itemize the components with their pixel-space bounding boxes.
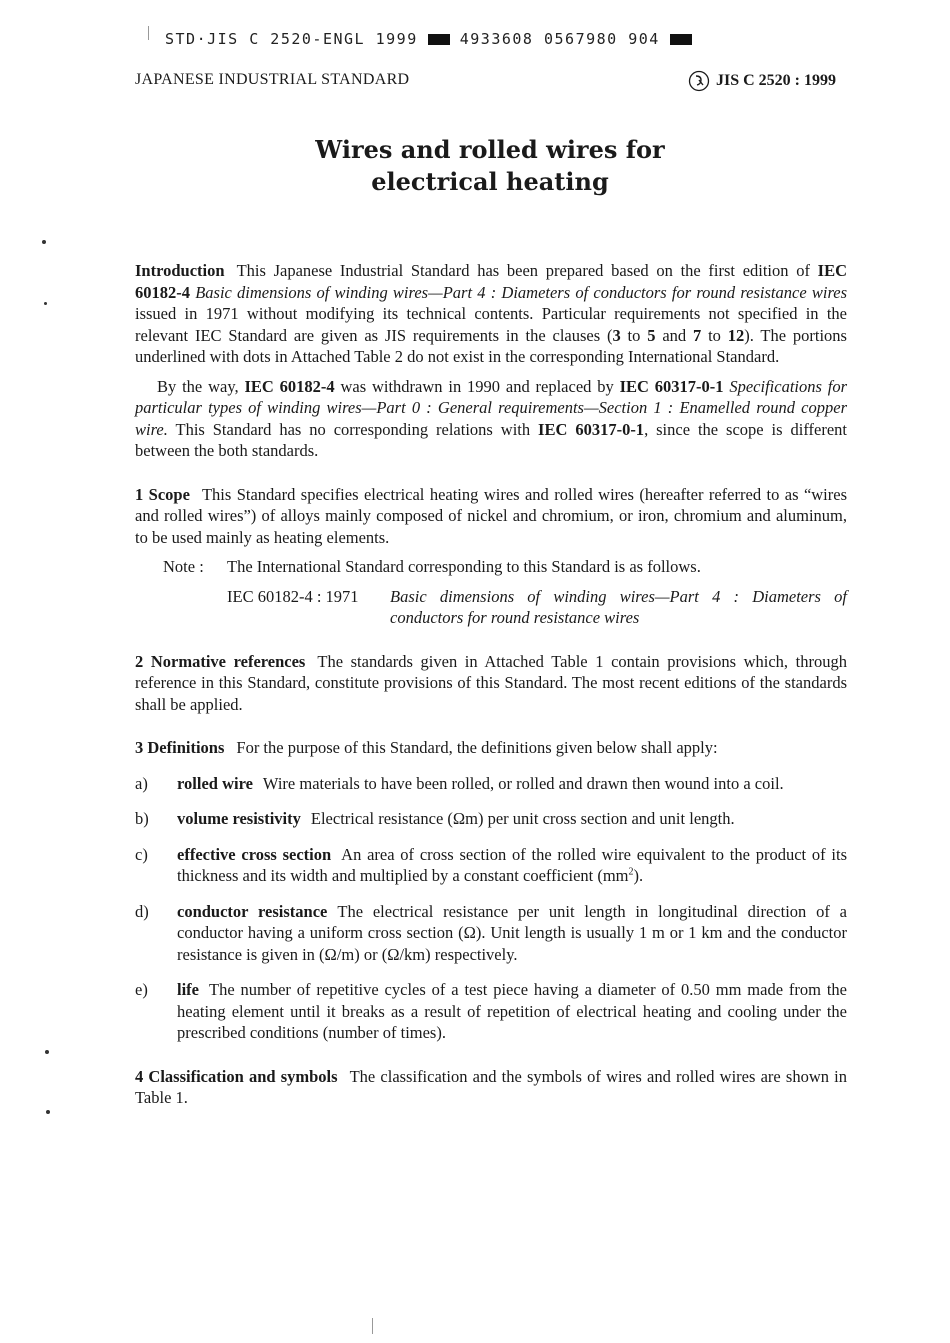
scan-speck [42,240,46,244]
iec-reference: IEC 60317-0-1 [538,419,645,439]
scope-note [135,556,847,578]
clause-ref: 5 [647,325,656,345]
normative-text: The standards given in Attached Table 1 contain provisions which, through reference in this Standard, constitute provisions of this Standard. The most recent editions of the standards shall be applied. [135,651,847,714]
definition-label: e) [135,980,148,999]
definition-label: b) [135,809,149,828]
corresponding-standard [135,586,847,629]
definition-item [135,844,847,887]
text-run: , since the scope is different between the both standards. [135,419,847,460]
definition-text: Electrical resistance (Ωm) per unit cross section and unit length. [310,809,735,828]
scope-paragraph [135,484,847,549]
classification-text: The classification and the symbols of wires and rolled wires are shown in Table 1. [135,1066,847,1107]
definitions-heading: 3 Definitions [135,738,225,757]
catalog-code: 4933608 0567980 904 [459,30,660,48]
text-run: and [655,325,693,345]
text-run: This Japanese Industrial Standard has been prepared based on the first edition of [236,261,818,280]
document-title [135,134,845,198]
introduction-paragraph-2 [135,376,847,462]
black-block-marker [428,34,450,45]
scan-speck [45,1050,49,1054]
definition-term: rolled wire [177,773,253,793]
scope-text: This Standard specifies electrical heating wires and rolled wires (hereafter referred to as “wires and rolled wires”) of alloys mainly composed of nickel and chromium, or iron, chromium and aluminum, to be used mainly as heating elements. [135,484,848,547]
black-block-marker [670,34,692,45]
text-run: was withdrawn in 1990 and replaced by [334,376,620,396]
ref-title: Basic dimensions of winding wires—Part 4 : Diameters of conductors for round resistance wires [390,586,847,627]
scope-heading: 1 Scope [135,484,190,504]
scan-speck [44,302,47,305]
definition-label: a) [135,773,148,793]
standard-number: JIS C 2520 : 1999 [715,72,836,89]
definition-item [135,773,847,795]
note-text: The International Standard corresponding to this Standard is as follows. [227,557,701,576]
introduction-heading: Introduction [135,261,225,280]
standard-type-header: JAPANESE INDUSTRIAL STANDARD [135,71,410,88]
scan-speck [46,1110,50,1114]
definition-body [177,773,847,795]
standard-number-header [650,70,836,92]
superscript: 2 [628,866,634,878]
definition-text: Wire materials to have been rolled, or rolled and drawn then wound into a coil. [262,773,784,793]
normative-heading: 2 Normative references [135,651,306,671]
iec-reference: IEC 60182-4 [135,261,847,302]
text-run: to [701,325,728,345]
text-run: to [620,325,648,345]
document-body [135,260,847,1109]
text-run: By the way, [157,376,245,396]
definition-label: c) [135,844,148,864]
definition-text: The number of repetitive cycles of a test piece having a diameter of 0.50 mm made from the heating element until it breaks as a result of repetition of electrical heating and cooling under the prescribed conditions (number of times). [177,980,847,1042]
definition-text: An area of cross section of the rolled wire equivalent to the product of its thickness and its width and multiplied by a constant coefficient (mm [177,844,847,885]
definition-item [135,808,847,830]
definition-term: effective cross section [177,844,332,864]
scan-artifact [372,1318,373,1334]
definition-text-tail: ). [633,866,644,885]
clause-ref: 3 [612,325,621,345]
introduction-paragraph-1 [135,260,847,368]
iec-title: Specifications for particular types of winding wires—Part 0 : General requirements—Section 1 : Enamelled round copper wire. [135,376,847,439]
normative-references-paragraph [135,651,847,716]
text-run: ). The portions underlined with dots in Attached Table 2 do not exist in the corresponding International Standard. [135,325,847,366]
definition-term: volume resistivity [177,809,301,828]
iec-reference: IEC 60182-4 [244,376,335,396]
definition-body [177,844,847,887]
iec-reference: IEC 60317-0-1 [619,376,724,396]
definition-item [135,979,847,1044]
jis-mark-icon [688,70,710,92]
definition-body [177,901,847,966]
definition-body [177,808,847,830]
clause-ref: 12 [727,325,745,345]
title-line-1: Wires and rolled wires for [315,135,665,164]
note-label: Note : [163,557,204,576]
classification-paragraph [135,1066,847,1109]
iec-title: Basic dimensions of winding wires—Part 4 : Diameters of conductors for round resistance wires [195,282,848,302]
definition-term: life [177,980,199,999]
clause-ref: 7 [692,325,702,345]
text-run: issued in 1971 without modifying its technical contents. Particular requirements not specified in the relevant IEC Standard are given as JIS requirements in the clauses ( [135,304,847,345]
text-run: This Standard has no corresponding relations with [167,419,539,439]
definition-term: conductor resistance [177,901,328,921]
definition-body [177,979,847,1044]
definition-label: d) [135,901,149,921]
scan-artifact [148,26,149,40]
catalog-line [165,30,692,48]
title-line-2: electrical heating [371,167,609,196]
definitions-text: For the purpose of this Standard, the definitions given below shall apply: [236,738,718,757]
definition-item [135,901,847,966]
catalog-prefix: STD·JIS C 2520-ENGL 1999 [165,30,418,48]
ref-code: IEC 60182-4 : 1971 [227,586,359,606]
classification-heading: 4 Classification and symbols [135,1066,338,1086]
definitions-paragraph [135,737,847,759]
definition-text: The electrical resistance per unit length in longitudinal direction of a conductor having a uniform cross section (Ω). Unit length is usually 1 m or 1 km and the conductor resistance is given in (Ω/m) or (Ω/km) respectively. [177,901,848,964]
